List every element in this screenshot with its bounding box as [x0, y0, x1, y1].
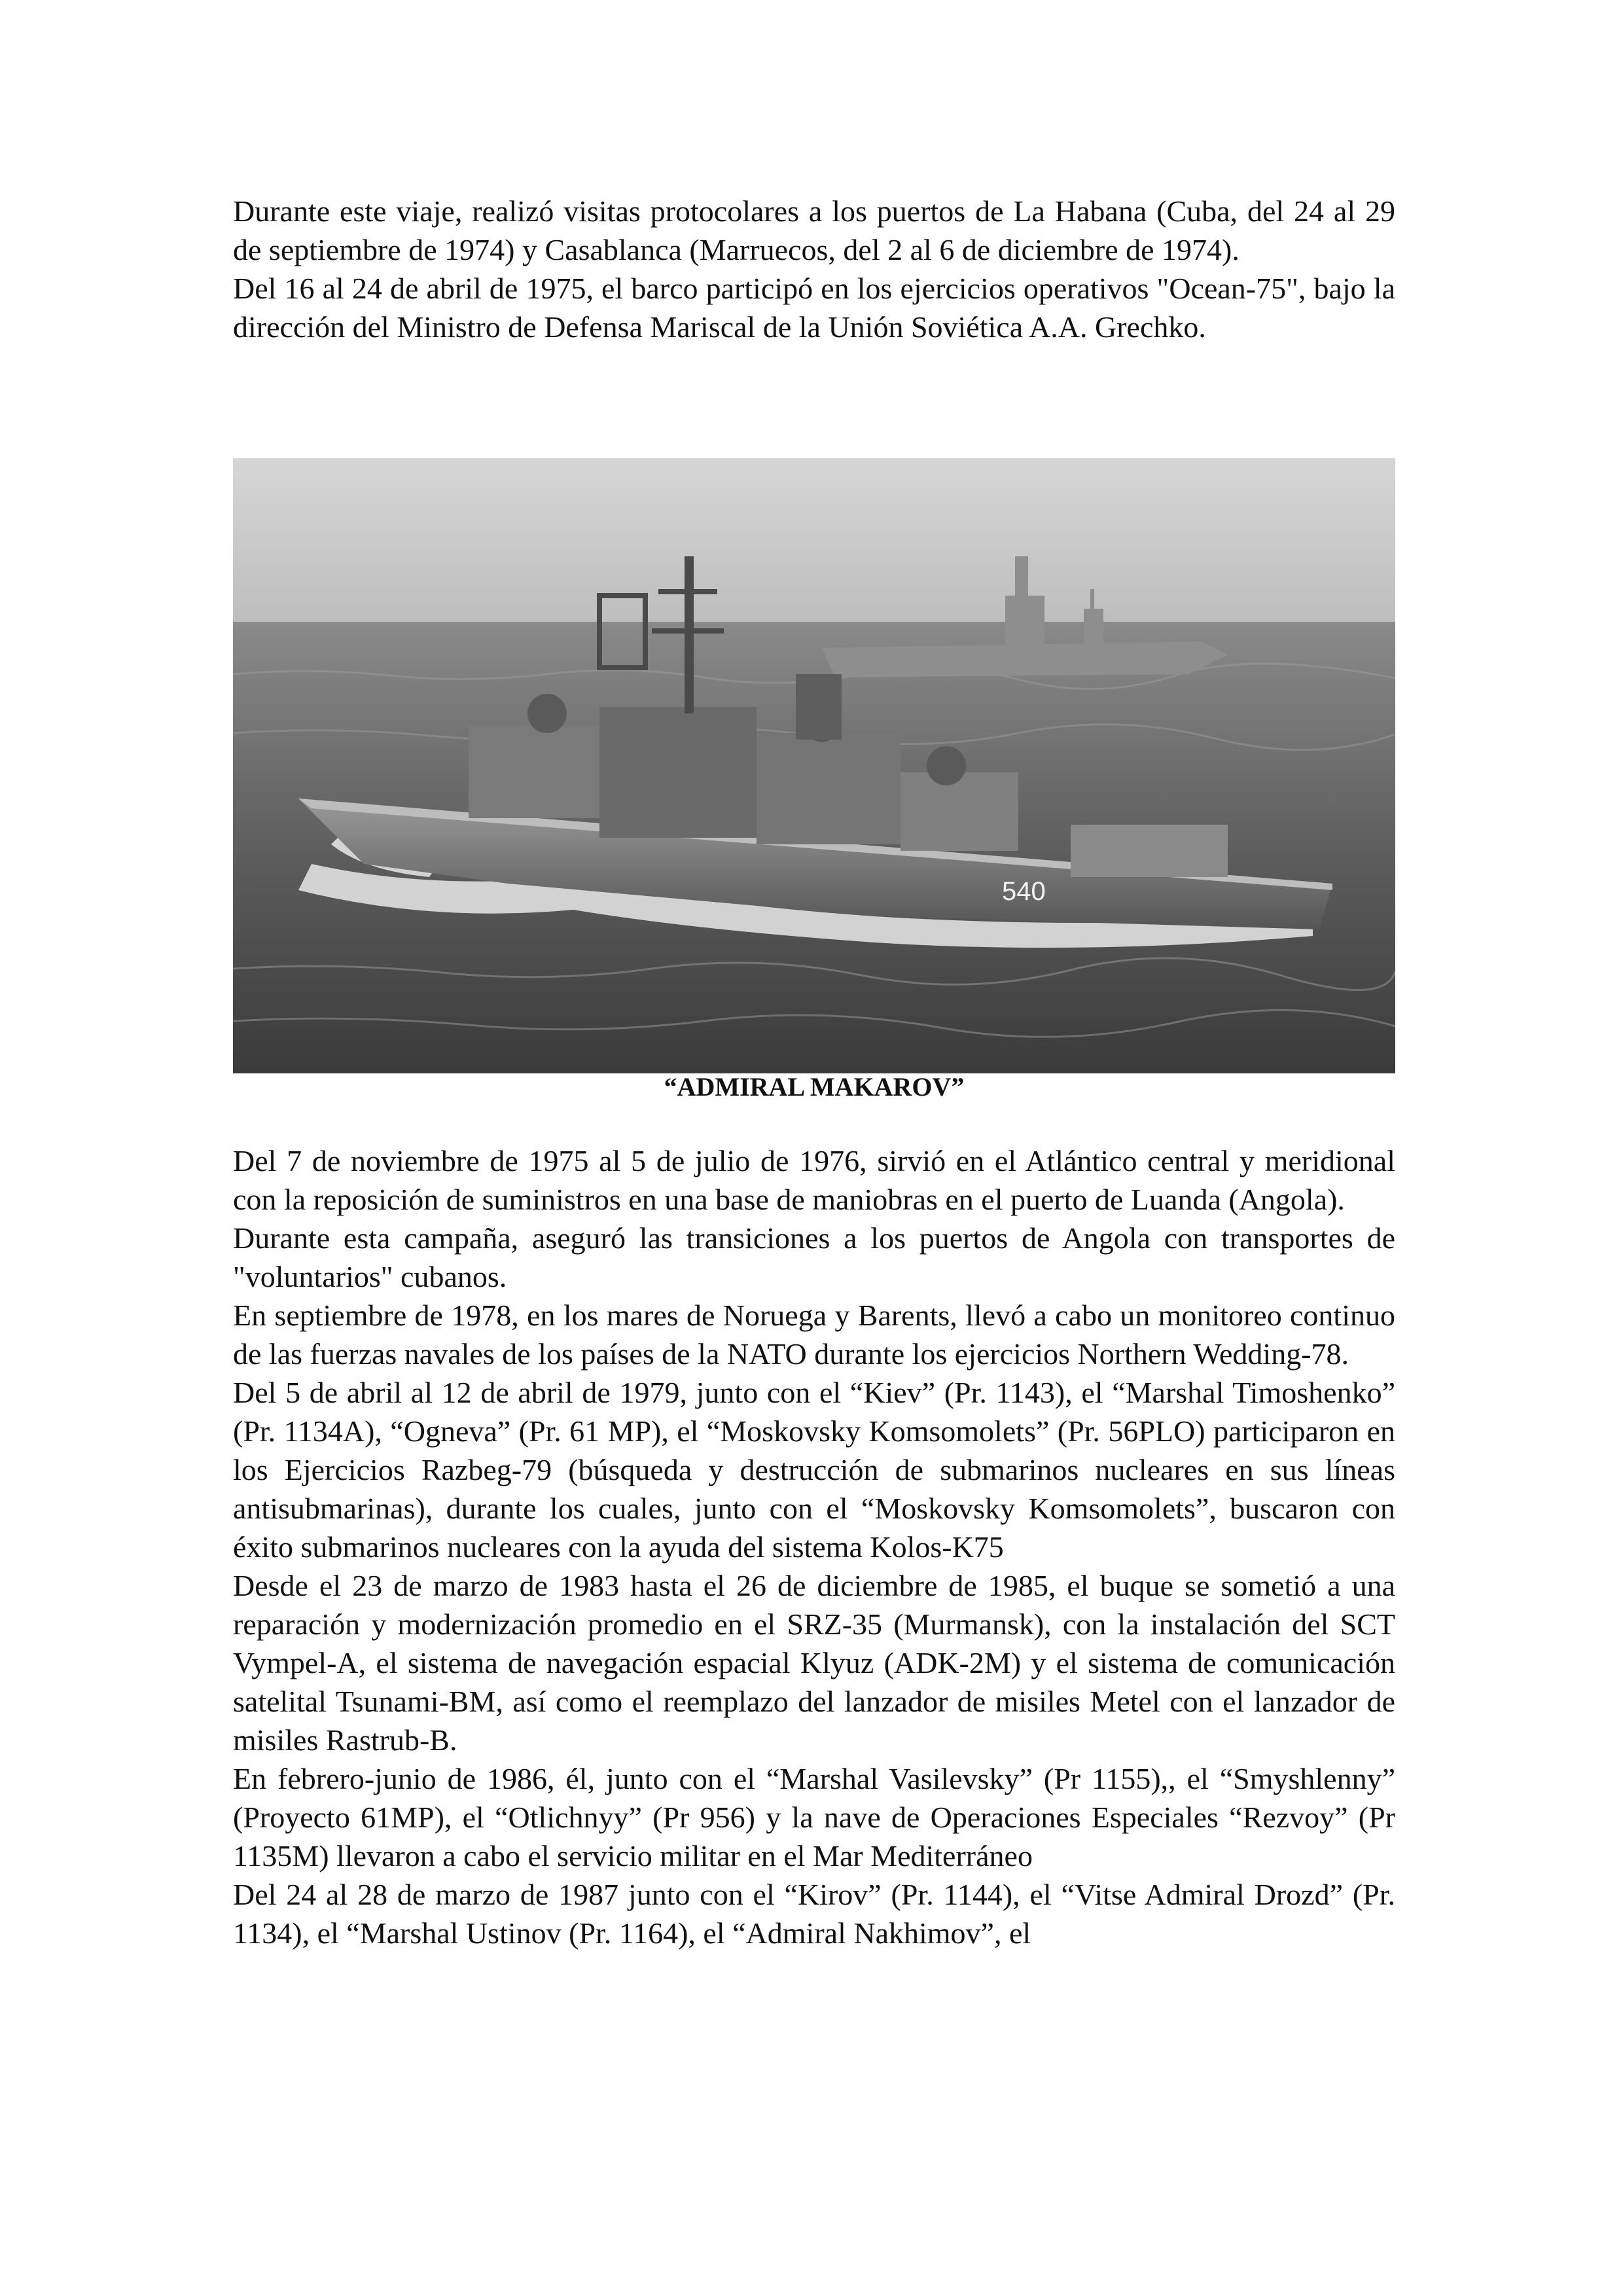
sky [233, 458, 1395, 628]
hull-number: 540 [1002, 877, 1046, 906]
paragraph: Durante esta campaña, aseguró las transiciones a los puertos de Angola con transportes de "voluntarios" cubanos. [233, 1221, 1395, 1293]
paragraph: Del 24 al 28 de marzo de 1987 junto con el “Kirov” (Pr. 1144), el “Vitse Admiral Drozd” (Pr. 1134), el “Marshal Ustinov (Pr. 1164), el “Admiral Nakhimov”, el [233, 1878, 1395, 1950]
photo-caption: “ADMIRAL MAKAROV” [664, 1072, 965, 1102]
paragraph: Durante este viaje, realizó visitas protocolares a los puertos de La Habana (Cuba, del 24 al 29 de septiembre de 1974) y Casablanca (Marruecos, del 2 al 6 de diciembre de 1974). [233, 194, 1395, 266]
paragraph: Del 7 de noviembre de 1975 al 5 de julio de 1976, sirvió en el Atlántico central y meridional con la reposición de suministros en una base de maniobras en el puerto de Luanda (Angola). [233, 1144, 1395, 1216]
paragraph: Del 5 de abril al 12 de abril de 1979, junto con el “Kiev” (Pr. 1143), el “Marshal Timoshenko” (Pr. 1134A), “Ogneva” (Pr. 61 MP), el “Moskovsky Komsomolets” (Pr. 56PLO) participaron en los Ejercicios Razbeg-79 (búsqueda y destrucción de submarinos nucleares en sus líneas antisubmarinas), durante los cuales, junto con el “Moskovsky Komsomolets”, buscaron con éxito submarinos nucleares con la ayuda del sistema Kolos-K75 [233, 1376, 1395, 1564]
bottom-text-block [233, 1141, 1395, 1952]
ship-photo [233, 458, 1395, 1073]
top-text-block [233, 192, 1395, 346]
paragraph: Desde el 23 de marzo de 1983 hasta el 26 de diciembre de 1985, el buque se sometió a una reparación y modernización promedio en el SRZ-35 (Murmansk), con la instalación del SCT Vympel-A, el sistema de navegación espacial Klyuz (ADK-2M) y el sistema de comunicación satelital Tsunami-BM, así como el reemplazo del lanzador de misiles Metel con el lanzador de misiles Rastrub-B. [233, 1569, 1395, 1757]
paragraph: En febrero-junio de 1986, él, junto con el “Marshal Vasilevsky” (Pr 1155),, el “Smyshlenny” (Proyecto 61MP), el “Otlichnyy” (Pr 956) y la nave de Operaciones Especiales “Rezvoy” (Pr 1135M) llevaron a cabo el servicio militar en el Mar Mediterráneo [233, 1762, 1395, 1873]
paragraph: Del 16 al 24 de abril de 1975, el barco participó en los ejercicios operativos "Ocean-75", bajo la dirección del Ministro de Defensa Mariscal de la Unión Soviética A.A. Grechko. [233, 272, 1395, 344]
paragraph: En septiembre de 1978, en los mares de Noruega y Barents, llevó a cabo un monitoreo continuo de las fuerzas navales de los países de la NATO durante los ejercicios Northern Wedding-78. [233, 1299, 1395, 1371]
